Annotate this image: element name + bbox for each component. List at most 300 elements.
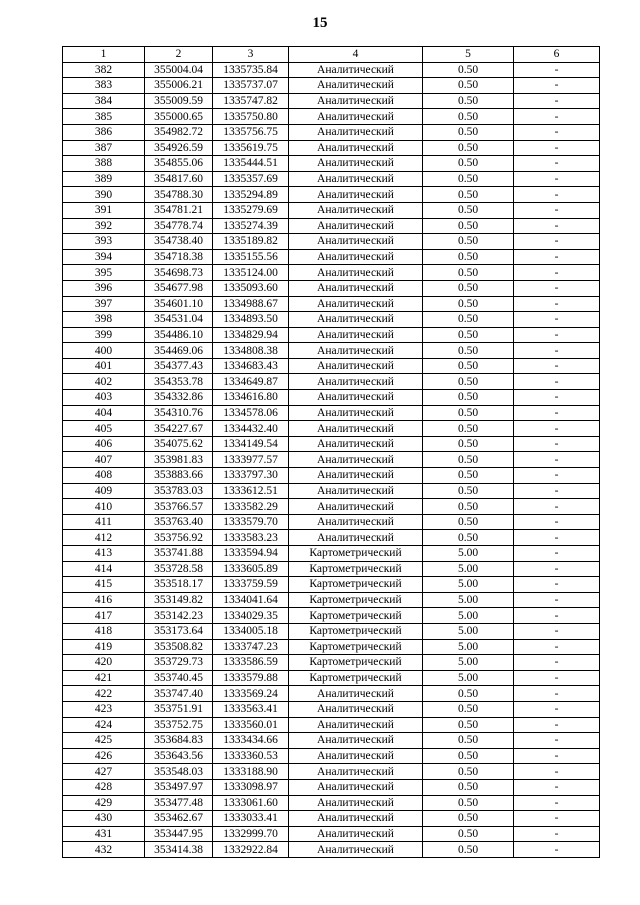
note-cell: -	[514, 327, 600, 343]
accuracy-cell: 0.50	[423, 405, 514, 421]
point-number-cell: 409	[63, 483, 145, 499]
method-cell: Картометрический	[289, 639, 423, 655]
table-row	[63, 62, 600, 78]
note-cell: -	[514, 826, 600, 842]
y-coordinate-cell: 1333033.41	[213, 811, 289, 827]
y-coordinate-cell: 1333434.66	[213, 733, 289, 749]
accuracy-cell: 0.50	[423, 764, 514, 780]
point-number-cell: 399	[63, 327, 145, 343]
y-coordinate-cell: 1333098.97	[213, 779, 289, 795]
point-number-cell: 393	[63, 234, 145, 250]
x-coordinate-cell: 353173.64	[145, 623, 213, 639]
accuracy-cell: 0.50	[423, 249, 514, 265]
method-cell: Аналитический	[289, 374, 423, 390]
y-coordinate-cell: 1333560.01	[213, 717, 289, 733]
accuracy-cell: 0.50	[423, 826, 514, 842]
x-coordinate-cell: 353462.67	[145, 811, 213, 827]
column-header-2: 2	[145, 47, 213, 63]
accuracy-cell: 0.50	[423, 436, 514, 452]
x-coordinate-cell: 353766.57	[145, 499, 213, 515]
method-cell: Аналитический	[289, 358, 423, 374]
point-number-cell: 400	[63, 343, 145, 359]
accuracy-cell: 0.50	[423, 187, 514, 203]
y-coordinate-cell: 1332922.84	[213, 842, 289, 858]
x-coordinate-cell: 354817.60	[145, 171, 213, 187]
note-cell: -	[514, 639, 600, 655]
y-coordinate-cell: 1334893.50	[213, 312, 289, 328]
x-coordinate-cell: 355006.21	[145, 78, 213, 94]
y-coordinate-cell: 1335155.56	[213, 249, 289, 265]
y-coordinate-cell: 1334988.67	[213, 296, 289, 312]
method-cell: Аналитический	[289, 717, 423, 733]
y-coordinate-cell: 1333563.41	[213, 701, 289, 717]
y-coordinate-cell: 1334029.35	[213, 608, 289, 624]
y-coordinate-cell: 1334616.80	[213, 390, 289, 406]
point-number-cell: 408	[63, 468, 145, 484]
table-row	[63, 109, 600, 125]
accuracy-cell: 0.50	[423, 343, 514, 359]
point-number-cell: 385	[63, 109, 145, 125]
table-row	[63, 811, 600, 827]
x-coordinate-cell: 353741.88	[145, 546, 213, 562]
column-header-3: 3	[213, 47, 289, 63]
point-number-cell: 394	[63, 249, 145, 265]
y-coordinate-cell: 1333582.29	[213, 499, 289, 515]
point-number-cell: 415	[63, 577, 145, 593]
note-cell: -	[514, 265, 600, 281]
y-coordinate-cell: 1334149.54	[213, 436, 289, 452]
note-cell: -	[514, 109, 600, 125]
y-coordinate-cell: 1333605.89	[213, 561, 289, 577]
table-row	[63, 156, 600, 172]
table-row	[63, 78, 600, 94]
x-coordinate-cell: 353981.83	[145, 452, 213, 468]
method-cell: Аналитический	[289, 514, 423, 530]
note-cell: -	[514, 452, 600, 468]
note-cell: -	[514, 623, 600, 639]
note-cell: -	[514, 436, 600, 452]
y-coordinate-cell: 1334649.87	[213, 374, 289, 390]
accuracy-cell: 0.50	[423, 748, 514, 764]
method-cell: Аналитический	[289, 78, 423, 94]
note-cell: -	[514, 546, 600, 562]
table-row	[63, 468, 600, 484]
method-cell: Аналитический	[289, 390, 423, 406]
table-body	[63, 62, 600, 857]
table-row	[63, 592, 600, 608]
table-row	[63, 327, 600, 343]
x-coordinate-cell: 354677.98	[145, 280, 213, 296]
y-coordinate-cell: 1335274.39	[213, 218, 289, 234]
accuracy-cell: 0.50	[423, 811, 514, 827]
y-coordinate-cell: 1333977.57	[213, 452, 289, 468]
x-coordinate-cell: 354469.06	[145, 343, 213, 359]
note-cell: -	[514, 592, 600, 608]
table-row	[63, 826, 600, 842]
y-coordinate-cell: 1334005.18	[213, 623, 289, 639]
table-row	[63, 655, 600, 671]
note-cell: -	[514, 218, 600, 234]
y-coordinate-cell: 1333612.51	[213, 483, 289, 499]
note-cell: -	[514, 561, 600, 577]
note-cell: -	[514, 78, 600, 94]
x-coordinate-cell: 354926.59	[145, 140, 213, 156]
x-coordinate-cell: 353752.75	[145, 717, 213, 733]
column-header-5: 5	[423, 47, 514, 63]
x-coordinate-cell: 353414.38	[145, 842, 213, 858]
accuracy-cell: 0.50	[423, 109, 514, 125]
note-cell: -	[514, 577, 600, 593]
accuracy-cell: 5.00	[423, 639, 514, 655]
note-cell: -	[514, 468, 600, 484]
table-row	[63, 405, 600, 421]
accuracy-cell: 0.50	[423, 733, 514, 749]
table-row	[63, 374, 600, 390]
note-cell: -	[514, 202, 600, 218]
table-row	[63, 124, 600, 140]
note-cell: -	[514, 390, 600, 406]
note-cell: -	[514, 234, 600, 250]
note-cell: -	[514, 249, 600, 265]
method-cell: Аналитический	[289, 280, 423, 296]
point-number-cell: 402	[63, 374, 145, 390]
x-coordinate-cell: 354778.74	[145, 218, 213, 234]
table-row	[63, 530, 600, 546]
point-number-cell: 422	[63, 686, 145, 702]
y-coordinate-cell: 1335444.51	[213, 156, 289, 172]
accuracy-cell: 0.50	[423, 530, 514, 546]
method-cell: Аналитический	[289, 842, 423, 858]
y-coordinate-cell: 1335737.07	[213, 78, 289, 94]
table-row	[63, 546, 600, 562]
column-header-1: 1	[63, 47, 145, 63]
accuracy-cell: 0.50	[423, 202, 514, 218]
table-row	[63, 514, 600, 530]
y-coordinate-cell: 1335189.82	[213, 234, 289, 250]
note-cell: -	[514, 483, 600, 499]
x-coordinate-cell: 355009.59	[145, 93, 213, 109]
accuracy-cell: 0.50	[423, 483, 514, 499]
method-cell: Аналитический	[289, 733, 423, 749]
accuracy-cell: 5.00	[423, 655, 514, 671]
y-coordinate-cell: 1332999.70	[213, 826, 289, 842]
y-coordinate-cell: 1335735.84	[213, 62, 289, 78]
point-number-cell: 388	[63, 156, 145, 172]
point-number-cell: 417	[63, 608, 145, 624]
method-cell: Аналитический	[289, 187, 423, 203]
point-number-cell: 414	[63, 561, 145, 577]
accuracy-cell: 0.50	[423, 124, 514, 140]
y-coordinate-cell: 1333759.59	[213, 577, 289, 593]
y-coordinate-cell: 1335750.80	[213, 109, 289, 125]
point-number-cell: 384	[63, 93, 145, 109]
x-coordinate-cell: 354227.67	[145, 421, 213, 437]
x-coordinate-cell: 353447.95	[145, 826, 213, 842]
note-cell: -	[514, 514, 600, 530]
point-number-cell: 411	[63, 514, 145, 530]
point-number-cell: 404	[63, 405, 145, 421]
accuracy-cell: 0.50	[423, 280, 514, 296]
method-cell: Аналитический	[289, 764, 423, 780]
note-cell: -	[514, 171, 600, 187]
x-coordinate-cell: 354310.76	[145, 405, 213, 421]
y-coordinate-cell: 1335619.75	[213, 140, 289, 156]
y-coordinate-cell: 1333188.90	[213, 764, 289, 780]
method-cell: Аналитический	[289, 421, 423, 437]
x-coordinate-cell: 353497.97	[145, 779, 213, 795]
method-cell: Аналитический	[289, 811, 423, 827]
note-cell: -	[514, 811, 600, 827]
accuracy-cell: 0.50	[423, 717, 514, 733]
table-row	[63, 312, 600, 328]
y-coordinate-cell: 1334432.40	[213, 421, 289, 437]
x-coordinate-cell: 353728.58	[145, 561, 213, 577]
method-cell: Картометрический	[289, 670, 423, 686]
point-number-cell: 396	[63, 280, 145, 296]
accuracy-cell: 0.50	[423, 842, 514, 858]
accuracy-cell: 5.00	[423, 670, 514, 686]
accuracy-cell: 5.00	[423, 592, 514, 608]
accuracy-cell: 0.50	[423, 78, 514, 94]
table-row	[63, 561, 600, 577]
point-number-cell: 421	[63, 670, 145, 686]
accuracy-cell: 5.00	[423, 608, 514, 624]
x-coordinate-cell: 354353.78	[145, 374, 213, 390]
point-number-cell: 405	[63, 421, 145, 437]
table-row	[63, 483, 600, 499]
point-number-cell: 390	[63, 187, 145, 203]
note-cell: -	[514, 608, 600, 624]
y-coordinate-cell: 1335756.75	[213, 124, 289, 140]
method-cell: Аналитический	[289, 140, 423, 156]
x-coordinate-cell: 355000.65	[145, 109, 213, 125]
point-number-cell: 420	[63, 655, 145, 671]
note-cell: -	[514, 748, 600, 764]
table-row	[63, 670, 600, 686]
point-number-cell: 412	[63, 530, 145, 546]
method-cell: Аналитический	[289, 499, 423, 515]
table-row	[63, 436, 600, 452]
note-cell: -	[514, 421, 600, 437]
point-number-cell: 401	[63, 358, 145, 374]
accuracy-cell: 0.50	[423, 140, 514, 156]
coordinates-table	[62, 46, 600, 858]
note-cell: -	[514, 795, 600, 811]
table-row	[63, 390, 600, 406]
point-number-cell: 429	[63, 795, 145, 811]
x-coordinate-cell: 354486.10	[145, 327, 213, 343]
accuracy-cell: 0.50	[423, 468, 514, 484]
accuracy-cell: 0.50	[423, 62, 514, 78]
x-coordinate-cell: 354377.43	[145, 358, 213, 374]
method-cell: Аналитический	[289, 109, 423, 125]
x-coordinate-cell: 354332.86	[145, 390, 213, 406]
x-coordinate-cell: 353643.56	[145, 748, 213, 764]
point-number-cell: 413	[63, 546, 145, 562]
point-number-cell: 428	[63, 779, 145, 795]
x-coordinate-cell: 354982.72	[145, 124, 213, 140]
y-coordinate-cell: 1335357.69	[213, 171, 289, 187]
point-number-cell: 431	[63, 826, 145, 842]
table-row	[63, 140, 600, 156]
point-number-cell: 403	[63, 390, 145, 406]
method-cell: Аналитический	[289, 327, 423, 343]
table-row	[63, 499, 600, 515]
x-coordinate-cell: 353508.82	[145, 639, 213, 655]
accuracy-cell: 0.50	[423, 218, 514, 234]
point-number-cell: 406	[63, 436, 145, 452]
point-number-cell: 391	[63, 202, 145, 218]
table-row	[63, 218, 600, 234]
x-coordinate-cell: 353883.66	[145, 468, 213, 484]
header-row	[63, 47, 600, 63]
point-number-cell: 386	[63, 124, 145, 140]
x-coordinate-cell: 353747.40	[145, 686, 213, 702]
method-cell: Аналитический	[289, 343, 423, 359]
x-coordinate-cell: 354788.30	[145, 187, 213, 203]
accuracy-cell: 0.50	[423, 514, 514, 530]
note-cell: -	[514, 140, 600, 156]
method-cell: Аналитический	[289, 405, 423, 421]
point-number-cell: 432	[63, 842, 145, 858]
y-coordinate-cell: 1334578.06	[213, 405, 289, 421]
note-cell: -	[514, 717, 600, 733]
y-coordinate-cell: 1333583.23	[213, 530, 289, 546]
table-row	[63, 717, 600, 733]
y-coordinate-cell: 1335093.60	[213, 280, 289, 296]
note-cell: -	[514, 530, 600, 546]
x-coordinate-cell: 354698.73	[145, 265, 213, 281]
note-cell: -	[514, 686, 600, 702]
table-row	[63, 795, 600, 811]
point-number-cell: 410	[63, 499, 145, 515]
y-coordinate-cell: 1335124.00	[213, 265, 289, 281]
accuracy-cell: 0.50	[423, 234, 514, 250]
table-row	[63, 187, 600, 203]
method-cell: Аналитический	[289, 265, 423, 281]
table-row	[63, 686, 600, 702]
table-header	[63, 47, 600, 63]
x-coordinate-cell: 354781.21	[145, 202, 213, 218]
y-coordinate-cell: 1333797.30	[213, 468, 289, 484]
table-row	[63, 93, 600, 109]
note-cell: -	[514, 62, 600, 78]
table-row	[63, 842, 600, 858]
point-number-cell: 416	[63, 592, 145, 608]
method-cell: Аналитический	[289, 452, 423, 468]
y-coordinate-cell: 1333747.23	[213, 639, 289, 655]
x-coordinate-cell: 353149.82	[145, 592, 213, 608]
x-coordinate-cell: 353783.03	[145, 483, 213, 499]
accuracy-cell: 0.50	[423, 312, 514, 328]
note-cell: -	[514, 701, 600, 717]
point-number-cell: 427	[63, 764, 145, 780]
method-cell: Аналитический	[289, 202, 423, 218]
method-cell: Аналитический	[289, 748, 423, 764]
method-cell: Аналитический	[289, 234, 423, 250]
accuracy-cell: 5.00	[423, 577, 514, 593]
accuracy-cell: 5.00	[423, 623, 514, 639]
table-row	[63, 733, 600, 749]
point-number-cell: 426	[63, 748, 145, 764]
accuracy-cell: 0.50	[423, 452, 514, 468]
method-cell: Аналитический	[289, 826, 423, 842]
column-header-6: 6	[514, 47, 600, 63]
method-cell: Аналитический	[289, 124, 423, 140]
method-cell: Аналитический	[289, 779, 423, 795]
x-coordinate-cell: 353729.73	[145, 655, 213, 671]
y-coordinate-cell: 1335747.82	[213, 93, 289, 109]
accuracy-cell: 0.50	[423, 390, 514, 406]
accuracy-cell: 0.50	[423, 156, 514, 172]
table-row	[63, 779, 600, 795]
x-coordinate-cell: 354855.06	[145, 156, 213, 172]
accuracy-cell: 5.00	[423, 561, 514, 577]
y-coordinate-cell: 1333360.53	[213, 748, 289, 764]
accuracy-cell: 0.50	[423, 499, 514, 515]
accuracy-cell: 0.50	[423, 296, 514, 312]
accuracy-cell: 0.50	[423, 265, 514, 281]
table-row	[63, 249, 600, 265]
note-cell: -	[514, 358, 600, 374]
point-number-cell: 395	[63, 265, 145, 281]
accuracy-cell: 0.50	[423, 779, 514, 795]
table-row	[63, 343, 600, 359]
y-coordinate-cell: 1333586.59	[213, 655, 289, 671]
accuracy-cell: 0.50	[423, 374, 514, 390]
y-coordinate-cell: 1335279.69	[213, 202, 289, 218]
table-row	[63, 701, 600, 717]
method-cell: Картометрический	[289, 546, 423, 562]
x-coordinate-cell: 354075.62	[145, 436, 213, 452]
y-coordinate-cell: 1333579.88	[213, 670, 289, 686]
y-coordinate-cell: 1334041.64	[213, 592, 289, 608]
y-coordinate-cell: 1333579.70	[213, 514, 289, 530]
point-number-cell: 430	[63, 811, 145, 827]
table-row	[63, 202, 600, 218]
point-number-cell: 419	[63, 639, 145, 655]
y-coordinate-cell: 1334808.38	[213, 343, 289, 359]
x-coordinate-cell: 353763.40	[145, 514, 213, 530]
method-cell: Аналитический	[289, 701, 423, 717]
y-coordinate-cell: 1335294.89	[213, 187, 289, 203]
accuracy-cell: 0.50	[423, 358, 514, 374]
note-cell: -	[514, 499, 600, 515]
note-cell: -	[514, 93, 600, 109]
method-cell: Аналитический	[289, 218, 423, 234]
accuracy-cell: 0.50	[423, 421, 514, 437]
method-cell: Картометрический	[289, 655, 423, 671]
x-coordinate-cell: 353518.17	[145, 577, 213, 593]
method-cell: Аналитический	[289, 156, 423, 172]
page-number: 15	[312, 15, 328, 31]
note-cell: -	[514, 124, 600, 140]
table-row	[63, 748, 600, 764]
point-number-cell: 424	[63, 717, 145, 733]
x-coordinate-cell: 354718.38	[145, 249, 213, 265]
table-row	[63, 234, 600, 250]
note-cell: -	[514, 655, 600, 671]
table-row	[63, 296, 600, 312]
x-coordinate-cell: 354738.40	[145, 234, 213, 250]
x-coordinate-cell: 353142.23	[145, 608, 213, 624]
method-cell: Картометрический	[289, 561, 423, 577]
table-row	[63, 265, 600, 281]
method-cell: Картометрический	[289, 608, 423, 624]
table-row	[63, 358, 600, 374]
note-cell: -	[514, 764, 600, 780]
method-cell: Аналитический	[289, 436, 423, 452]
